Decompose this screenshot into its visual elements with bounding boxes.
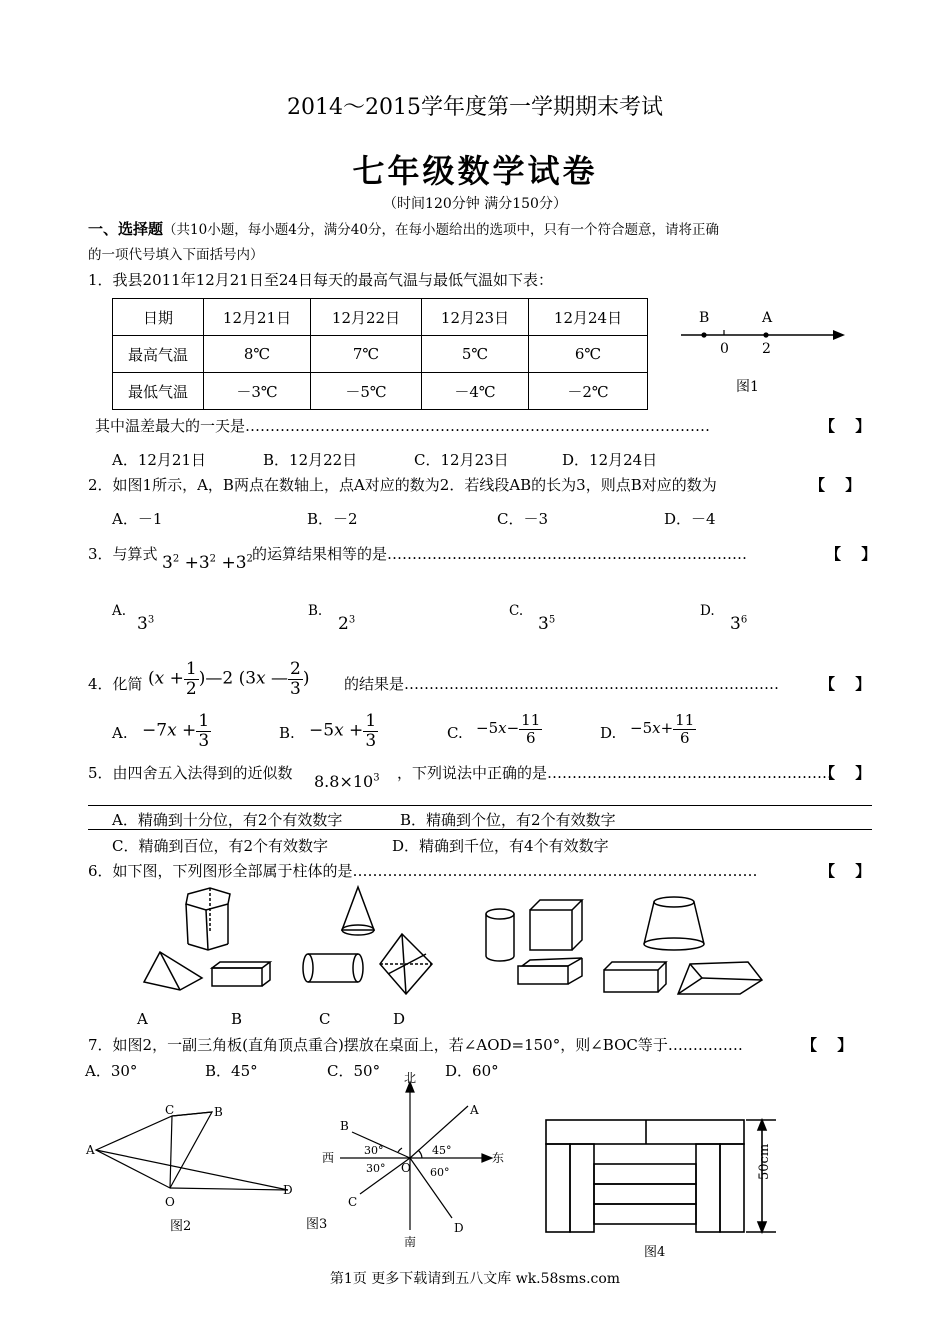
q3-option-a-letter: A. <box>112 603 127 619</box>
q4-stem-b: 的结果是………………………………………………………………… <box>344 675 780 693</box>
q5-number: $8.8\times 10^3$ <box>314 772 380 791</box>
q2-option-b: B．－2 <box>307 510 358 528</box>
q2-stem: 2．如图1所示，A，B两点在数轴上，点A对应的数为2．若线段AB的长为3，则点B对应的数为 <box>88 476 717 494</box>
q3-option-b: $2^3$ <box>338 614 356 634</box>
q1-option-d: D．12月24日 <box>562 451 658 469</box>
exam-title: 2014～2015学年度第一学期期末考试 <box>287 95 663 120</box>
q4-option-c: −5x− $\frac{11}{6}$ <box>476 711 541 747</box>
q3-option-c-letter: C. <box>509 603 524 619</box>
q4-expression: (x + $\frac{1}{2}$ )—2 (3x — $\frac{2}{3}$ ) <box>148 659 310 699</box>
fig3-east: 东 <box>492 1151 505 1165</box>
fig3-west: 西 <box>322 1151 335 1165</box>
q4-answer-bracket[interactable]: 【 】 <box>820 675 871 693</box>
section-heading: 一、选择题 <box>88 220 164 238</box>
fig2-caption: 图2 <box>170 1219 192 1234</box>
q1-answer-bracket[interactable]: 【 】 <box>820 417 871 435</box>
fig3-label-o: O <box>401 1161 411 1175</box>
q4-option-b-letter: B. <box>279 724 295 742</box>
fig1-label-b: B <box>699 310 710 326</box>
fig3-north: 北 <box>404 1071 417 1085</box>
q4-option-b: −5x + $\frac{1}{3}$ <box>309 711 377 751</box>
fig3-label-b: B <box>340 1119 349 1133</box>
q4-option-d: −5x+ $\frac{11}{6}$ <box>630 711 695 747</box>
q2-answer-bracket[interactable]: 【 】 <box>810 476 861 494</box>
cylinder-icon <box>486 909 514 961</box>
cuboid-icon <box>604 962 666 992</box>
q7-option-b: B．45° <box>205 1062 258 1080</box>
q7-answer-bracket[interactable]: 【 】 <box>802 1036 853 1054</box>
q6-solids-figure <box>130 882 780 1032</box>
q5-option-b: B．精确到个位，有2个有效数字 <box>400 811 616 829</box>
fig1-caption: 图1 <box>736 379 759 395</box>
fig3-south: 南 <box>404 1235 417 1249</box>
q4-stem-a: 4．化简 <box>88 675 143 693</box>
q2-option-d: D．－4 <box>664 510 716 528</box>
q3-option-a: $3^3$ <box>137 614 155 634</box>
fig2-label-a: A <box>86 1143 95 1157</box>
figure-1-number-line <box>675 305 855 395</box>
q1-stem: 1．我县2011年12月21日至24日每天的最高气温与最低气温如下表： <box>88 271 553 289</box>
fig3-label-d: D <box>454 1221 464 1235</box>
fig1-label-a: A <box>762 310 773 326</box>
q6-label-b: B <box>231 1010 243 1028</box>
divider <box>88 829 872 830</box>
q7-option-c: C．50° <box>327 1062 381 1080</box>
figure-2-triangles <box>80 1100 300 1240</box>
q3-option-d: $3^6$ <box>730 614 748 634</box>
q3-stem-b: 的运算结果相等的是……………………………………………………………… <box>252 545 748 563</box>
divider <box>88 805 872 806</box>
section-instruction-line1: 一、选择题（共10小题，每小题4分，满分40分，在每小题给出的选项中，只有一个符合题意，请将正确 <box>88 220 719 238</box>
temperature-table <box>112 298 648 410</box>
fig2-label-c: C <box>165 1103 175 1117</box>
q7-stem: 7．如图2，一副三角板(直角顶点重合)摆放在桌面上，若∠AOD=150°，则∠BOC等于…………… <box>88 1036 743 1054</box>
figure-3-compass <box>300 1070 510 1255</box>
fig2-label-o: O <box>165 1195 175 1209</box>
triangular-prism-icon <box>678 962 762 994</box>
q1-option-c: C．12月23日 <box>414 451 509 469</box>
time-note: （时间120分钟 满分150分） <box>383 196 567 212</box>
table-row: 最高气温 8℃ 7℃ 5℃ 6℃ <box>113 336 648 373</box>
figure-4-bookshelf <box>540 1090 790 1260</box>
q6-label-a: A <box>137 1010 148 1028</box>
fig4-caption: 图4 <box>644 1245 666 1260</box>
q5-answer-bracket[interactable]: 【 】 <box>820 764 871 782</box>
q3-expression: $3^2 +3^2 +3^2$ <box>162 553 253 573</box>
fig3-angle-1: 30° <box>364 1144 384 1157</box>
octahedron-icon <box>380 934 432 994</box>
q3-answer-bracket[interactable]: 【 】 <box>826 545 877 563</box>
q4-option-a-letter: A. <box>112 724 128 742</box>
q5-option-c: C．精确到百位，有2个有效数字 <box>112 837 329 855</box>
fig3-label-c: C <box>348 1195 358 1209</box>
q4-option-d-letter: D. <box>600 724 617 742</box>
hexagonal-prism-icon <box>186 888 230 950</box>
q3-option-b-letter: B. <box>308 603 323 619</box>
q7-option-a: A．30° <box>85 1062 138 1080</box>
fig3-caption: 图3 <box>306 1217 328 1232</box>
q4-option-c-letter: C. <box>447 724 463 742</box>
frustum-icon <box>644 897 704 950</box>
table-row: 日期 12月21日 12月22日 12月23日 12月24日 <box>113 299 648 336</box>
fig4-dimension: 50cm <box>757 1143 772 1180</box>
q1-option-b: B．12月22日 <box>263 451 358 469</box>
fig3-angle-2: 30° <box>366 1162 386 1175</box>
q1-option-a: A．12月21日 <box>112 451 207 469</box>
fig2-label-d: D <box>283 1183 293 1197</box>
q5-stem-b: ，下列说法中正确的是………………………………………………… <box>397 764 833 782</box>
fig3-angle-3: 45° <box>432 1144 452 1157</box>
cuboid-icon <box>212 962 270 986</box>
cube-icon <box>530 900 582 950</box>
fig2-label-b: B <box>214 1105 223 1119</box>
q6-label-d: D <box>393 1010 406 1028</box>
table-row: 最低气温 －3℃ －5℃ －4℃ －2℃ <box>113 373 648 410</box>
q6-stem: 6．如下图，下列图形全部属于柱体的是……………………………………………………………………… <box>88 862 758 880</box>
q3-option-d-letter: D. <box>700 603 715 619</box>
q5-option-d: D．精确到千位，有4个有效数字 <box>392 837 609 855</box>
q3-stem-a: 3．与算式 <box>88 545 158 563</box>
fig3-label-a: A <box>470 1103 479 1117</box>
section-instruction-line2: 的一项代号填入下面括号内） <box>88 247 264 263</box>
cone-icon <box>342 887 374 935</box>
fig3-angle-4: 60° <box>430 1166 450 1179</box>
page-footer: 第1页 更多下载请到五八文库 wk.58sms.com <box>329 1271 621 1287</box>
pyramid-icon <box>144 952 202 990</box>
q3-option-c: $3^5$ <box>538 614 556 634</box>
triangular-prism-icon <box>518 958 582 984</box>
fig1-tick-0: 0 <box>720 341 729 357</box>
q2-option-c: C．－3 <box>497 510 549 528</box>
fig1-tick-2: 2 <box>762 341 771 357</box>
q6-answer-bracket[interactable]: 【 】 <box>820 862 871 880</box>
paper-title: 七年级数学试卷 <box>352 152 598 190</box>
q2-option-a: A．－1 <box>112 510 163 528</box>
q5-stem-a: 5．由四舍五入法得到的近似数 <box>88 764 293 782</box>
q6-label-c: C <box>319 1010 331 1028</box>
q1-question: 其中温差最大的一天是………………………………………………………………………………… <box>95 417 711 435</box>
q7-option-d: D．60° <box>445 1062 499 1080</box>
q5-option-a: A．精确到十分位，有2个有效数字 <box>112 811 343 829</box>
q4-option-a: −7x + $\frac{1}{3}$ <box>142 711 210 751</box>
cylinder-icon <box>303 954 363 982</box>
